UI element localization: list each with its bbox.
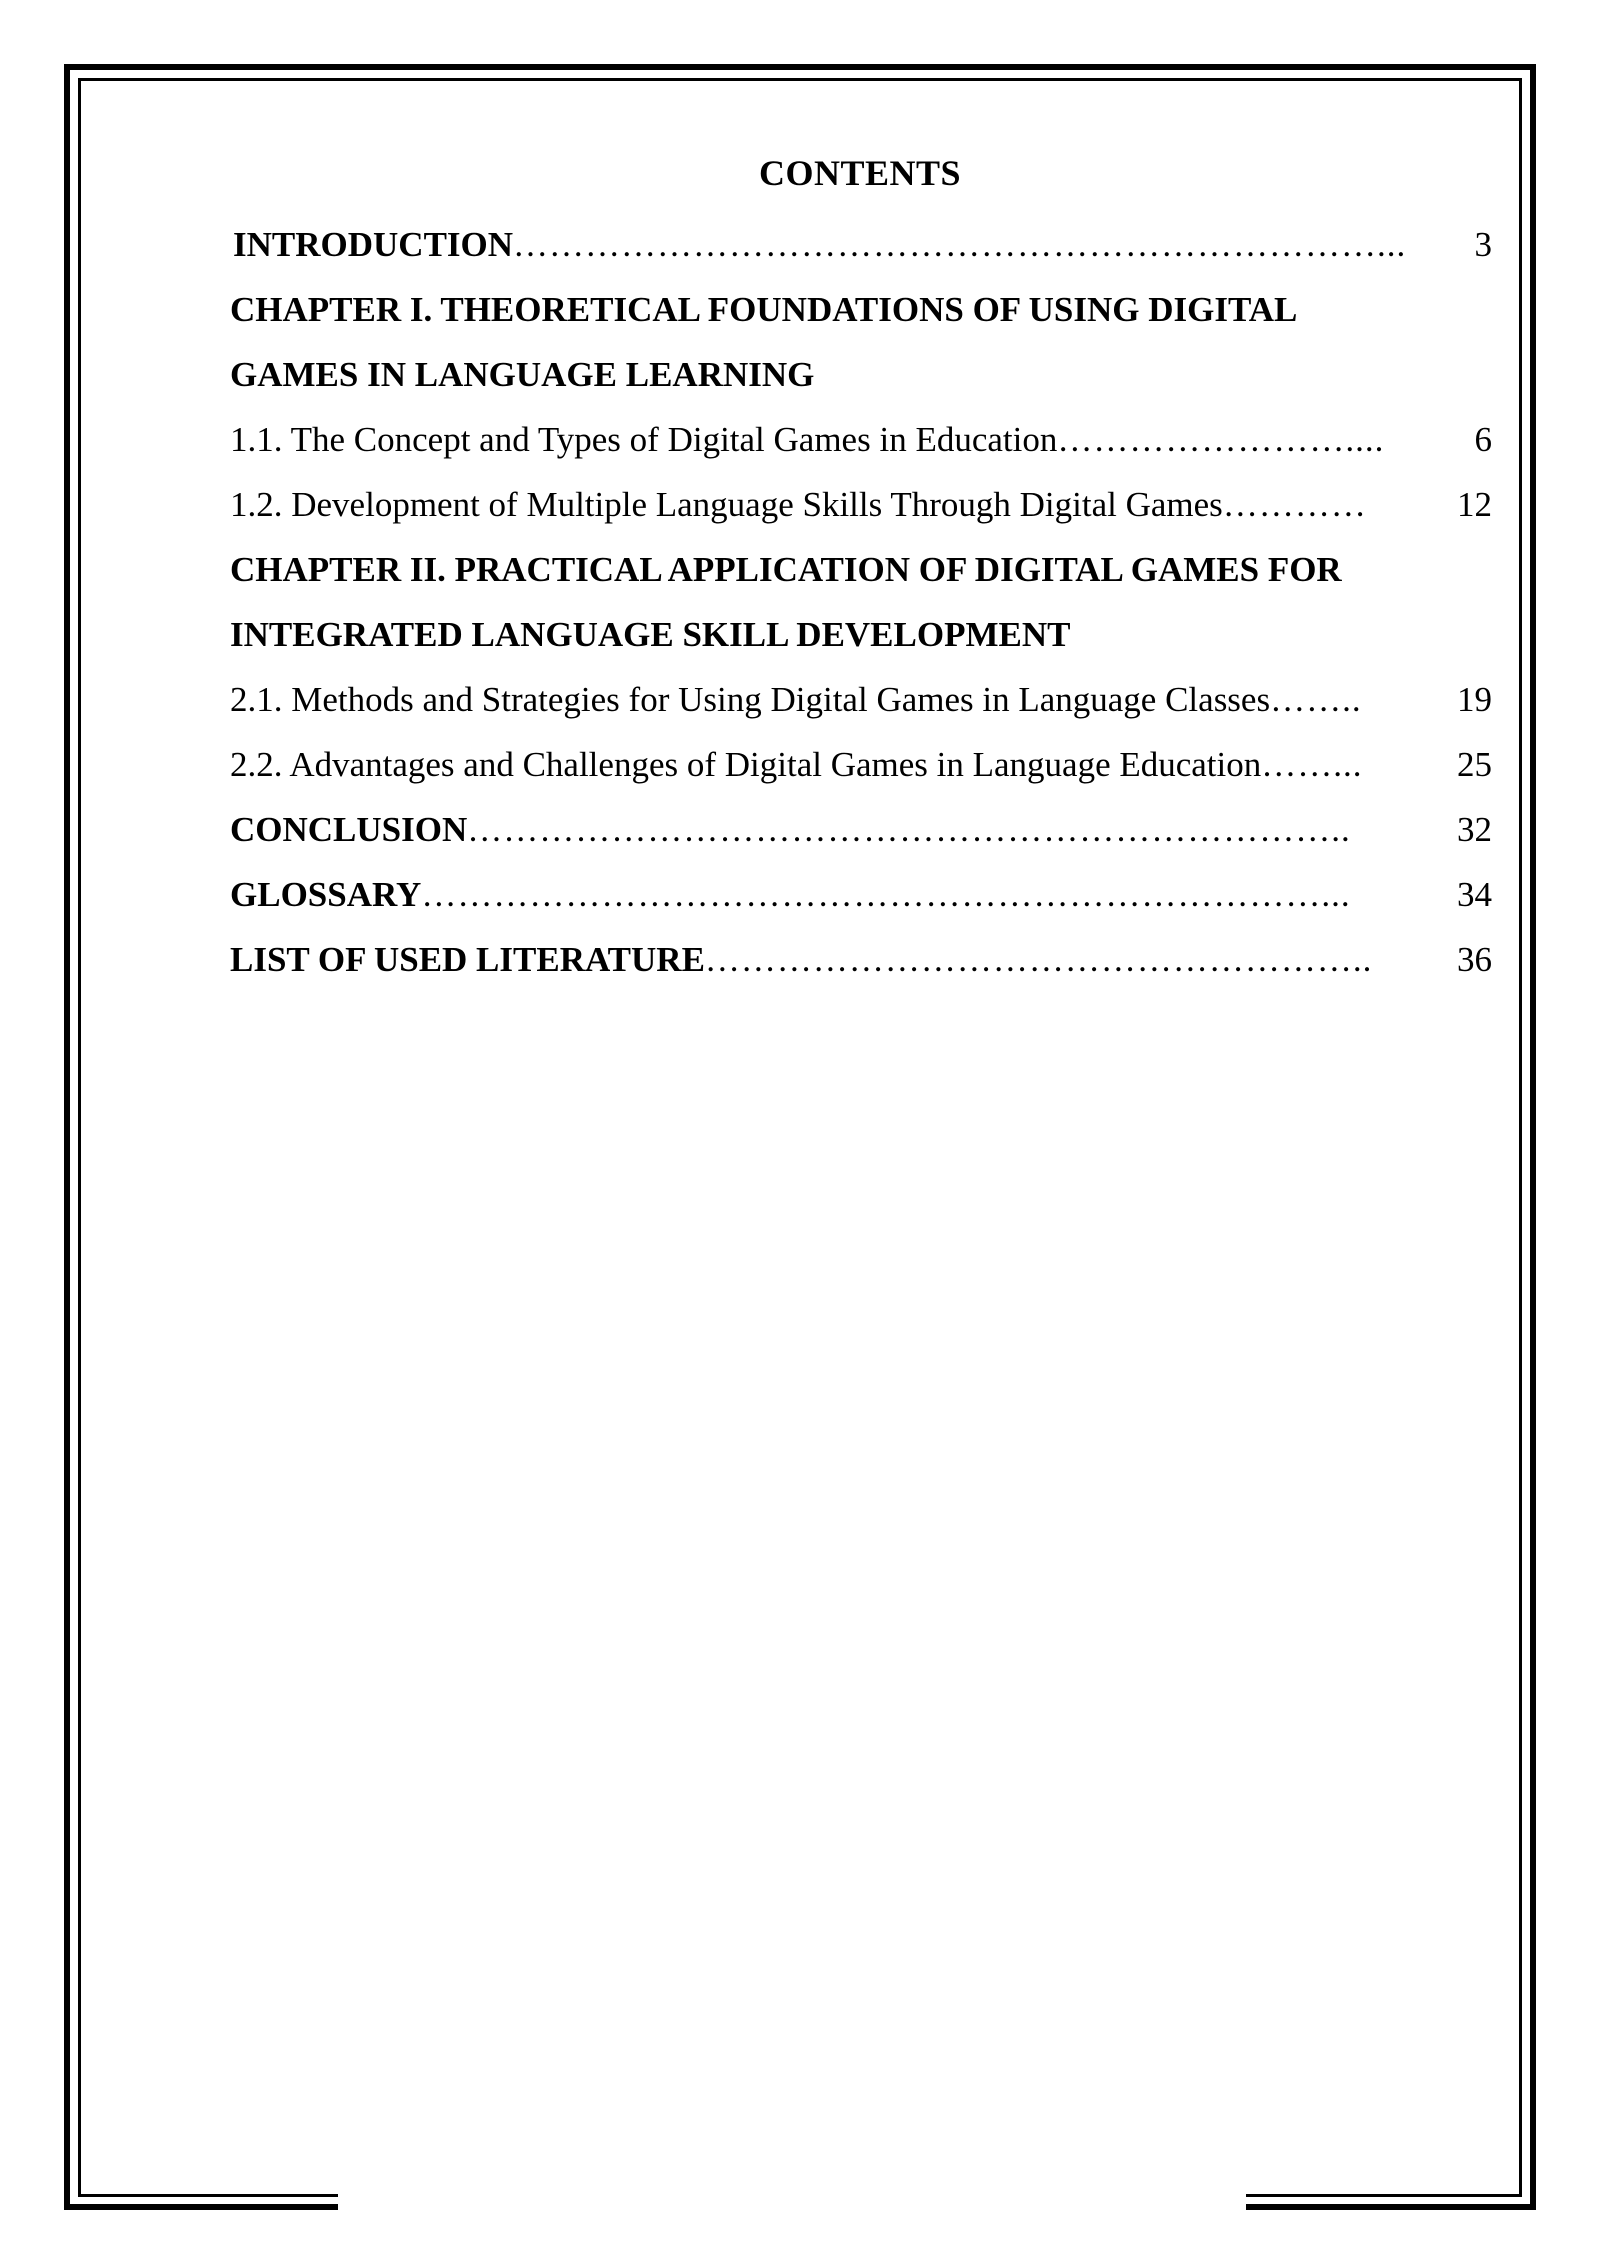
toc-chapter-1-line-2[interactable]: GAMES IN LANGUAGE LEARNING	[230, 355, 815, 394]
toc-entry-label: INTRODUCTION	[233, 225, 514, 264]
toc-entry-2-1[interactable]	[230, 667, 1492, 732]
page-border-bottom-right	[1246, 2204, 1536, 2210]
toc-entry-label: 2.2. Advantages and Challenges of Digital Games in Language Education	[230, 745, 1262, 784]
toc-page-number: 34	[1457, 875, 1492, 914]
toc-leader-dots: ……...	[1261, 745, 1363, 784]
toc-leader-dots: …………	[1222, 485, 1367, 524]
toc-chapter-2-line-1[interactable]: CHAPTER II. PRACTICAL APPLICATION OF DIGITAL GAMES FOR	[230, 550, 1342, 589]
toc-entry-introduction[interactable]	[230, 212, 1492, 277]
toc-entry-glossary[interactable]	[230, 862, 1492, 927]
toc-page-number: 19	[1457, 680, 1492, 719]
toc-leader-dots: ………………………………………………………………...	[513, 225, 1407, 264]
toc-leader-dots: ……………………....	[1057, 420, 1385, 459]
page-border-bottom-left-thin	[78, 2194, 338, 2197]
page-border-bottom-right-thin	[1246, 2194, 1522, 2197]
toc-entry-literature[interactable]	[230, 927, 1492, 992]
toc-entry-2-2[interactable]	[230, 732, 1492, 797]
toc-entry-label: 2.1. Methods and Strategies for Using Digital Games in Language Classes	[230, 680, 1271, 719]
toc-entry-1-1[interactable]	[230, 407, 1492, 472]
toc-page-number: 3	[1474, 225, 1492, 264]
toc-leader-dots: ………………………………………………..	[704, 940, 1373, 979]
toc-leader-dots: ……..	[1270, 680, 1362, 719]
toc-entry-label: 1.1. The Concept and Types of Digital Games in Education	[230, 420, 1058, 459]
toc-page-number: 32	[1457, 810, 1492, 849]
toc-entry-1-2[interactable]	[230, 472, 1492, 537]
toc-page-number: 12	[1457, 485, 1492, 524]
toc-leader-dots: …………………………………………………………………...	[421, 875, 1351, 914]
toc-entry-label: LIST OF USED LITERATURE	[230, 940, 705, 979]
toc-page-number: 25	[1457, 745, 1492, 784]
toc-page-number: 36	[1457, 940, 1492, 979]
toc-entry-conclusion[interactable]	[230, 797, 1492, 862]
toc-entry-label: GLOSSARY	[230, 875, 422, 914]
toc-entry-label: 1.2. Development of Multiple Language Skills Through Digital Games	[230, 485, 1223, 524]
toc-chapter-2-line-2[interactable]: INTEGRATED LANGUAGE SKILL DEVELOPMENT	[230, 615, 1071, 654]
page-border-bottom-left	[64, 2204, 338, 2210]
page-title: CONTENTS	[758, 153, 962, 193]
table-of-contents	[230, 212, 1492, 992]
toc-chapter-1-line-1[interactable]: CHAPTER I. THEORETICAL FOUNDATIONS OF USING DIGITAL	[230, 290, 1298, 329]
toc-leader-dots: ………………………………………………………………..	[467, 810, 1351, 849]
toc-entry-label: CONCLUSION	[230, 810, 468, 849]
toc-page-number: 6	[1474, 420, 1492, 459]
